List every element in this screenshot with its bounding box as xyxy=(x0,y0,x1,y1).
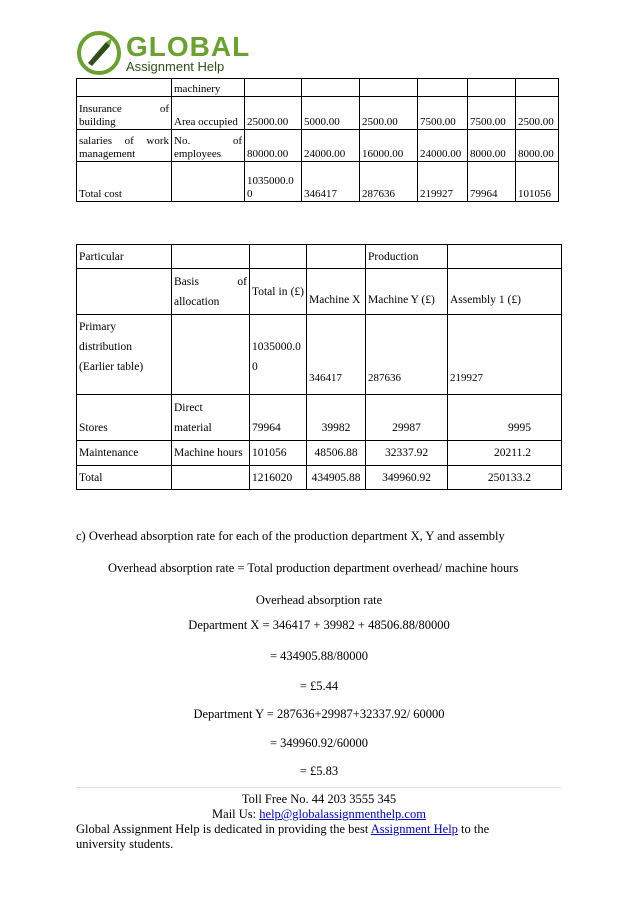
table-row: machinery xyxy=(77,79,559,97)
table-row: Total 1216020 434905.88 349960.92 250133.2 xyxy=(77,466,562,490)
logo-subtitle: Assignment Help xyxy=(126,59,225,74)
table-row xyxy=(77,245,562,269)
calc-line: = £5.44 xyxy=(299,679,339,693)
table-row xyxy=(77,269,562,315)
header-production: Production xyxy=(366,245,448,269)
footer-phone: Toll Free No. 44 203 3555 345 xyxy=(241,792,397,806)
footer-desc-line2: university students. xyxy=(76,837,174,851)
brand-logo xyxy=(76,30,276,76)
table-row: Maintenance Machine hours 101056 48506.88 32337.92 20211.2 xyxy=(77,441,562,466)
assignment-help-link[interactable]: Assignment Help xyxy=(370,822,458,836)
calc-line: = 349960.92/60000 xyxy=(269,736,369,750)
calc-line: = £5.83 xyxy=(299,764,339,778)
header-total: Total in (£) xyxy=(250,269,307,315)
footer-divider xyxy=(76,787,561,788)
calc-line: Department Y = 287636+29987+32337.92/ 60000 xyxy=(193,707,445,721)
table-row: Stores Direct material 79964 39982 29987 9995 xyxy=(77,395,562,441)
calc-line: = 434905.88/80000 xyxy=(269,649,369,663)
logo-pen-icon xyxy=(76,30,122,76)
header-machine-y: Machine Y (£) xyxy=(366,269,448,315)
section-heading: c) Overhead absorption rate for each of the production department X, Y and assembly xyxy=(76,529,505,543)
calc-line: Overhead absorption rate xyxy=(255,593,383,607)
calc-line: Department X = 346417 + 39982 + 48506.88/80000 xyxy=(188,618,450,632)
header-assembly: Assembly 1 (£) xyxy=(448,269,562,315)
footer-desc: Global Assignment Help is dedicated in providing the best Assignment Help to the xyxy=(76,822,490,836)
table-row: Total cost 1035000.00 346417 287636 219927 79964 101056 xyxy=(77,162,559,202)
header-basis: Basis of allocation xyxy=(172,269,250,315)
logo-title: GLOBAL xyxy=(126,31,251,62)
table-row: Insurance of building Area occupied 25000.00 5000.00 2500.00 7500.00 7500.00 2500.00 xyxy=(77,97,559,130)
header-machine-x: Machine X xyxy=(307,269,366,315)
table-row: Primary distribution (Earlier table) 1035000.00 346417 287636 219927 xyxy=(77,315,562,395)
footer-mail: Mail Us: help@globalassignmenthelp.com xyxy=(212,807,426,821)
mail-link[interactable]: help@globalassignmenthelp.com xyxy=(259,807,426,821)
formula-line: Overhead absorption rate = Total production department overhead/ machine hours xyxy=(108,561,519,575)
header-particular: Particular xyxy=(77,245,172,269)
cost-table xyxy=(76,78,559,202)
table-row: salaries of work management No. of employees 80000.00 24000.00 16000.00 24000.00 8000.00 8000.00 xyxy=(77,130,559,162)
allocation-table xyxy=(76,244,562,490)
